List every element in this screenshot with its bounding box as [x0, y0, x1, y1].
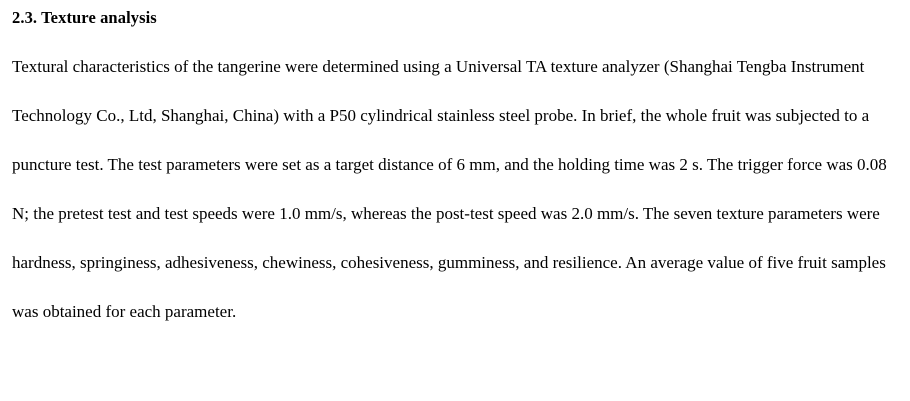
section-body-paragraph: Textural characteristics of the tangerine were determined using a Universal TA texture analyzer (Shanghai Tengba Instrument Technology Co., Ltd, Shanghai, China) with a P50 cylindrical stainless steel probe. In brief, the whole fruit was subjected to a puncture test. The test parameters were set as a target distance of 6 mm, and the holding time was 2 s. The trigger force was 0.08 N; the pretest test and test speeds were 1.0 mm/s, whereas the post-test speed was 2.0 mm/s. The seven texture parameters were hardness, springiness, adhesiveness, chewiness, cohesiveness, gumminess, and resilience. An average value of five fruit samples was obtained for each parameter. — [12, 57, 887, 321]
section-heading: 2.3. Texture analysis — [12, 8, 157, 27]
